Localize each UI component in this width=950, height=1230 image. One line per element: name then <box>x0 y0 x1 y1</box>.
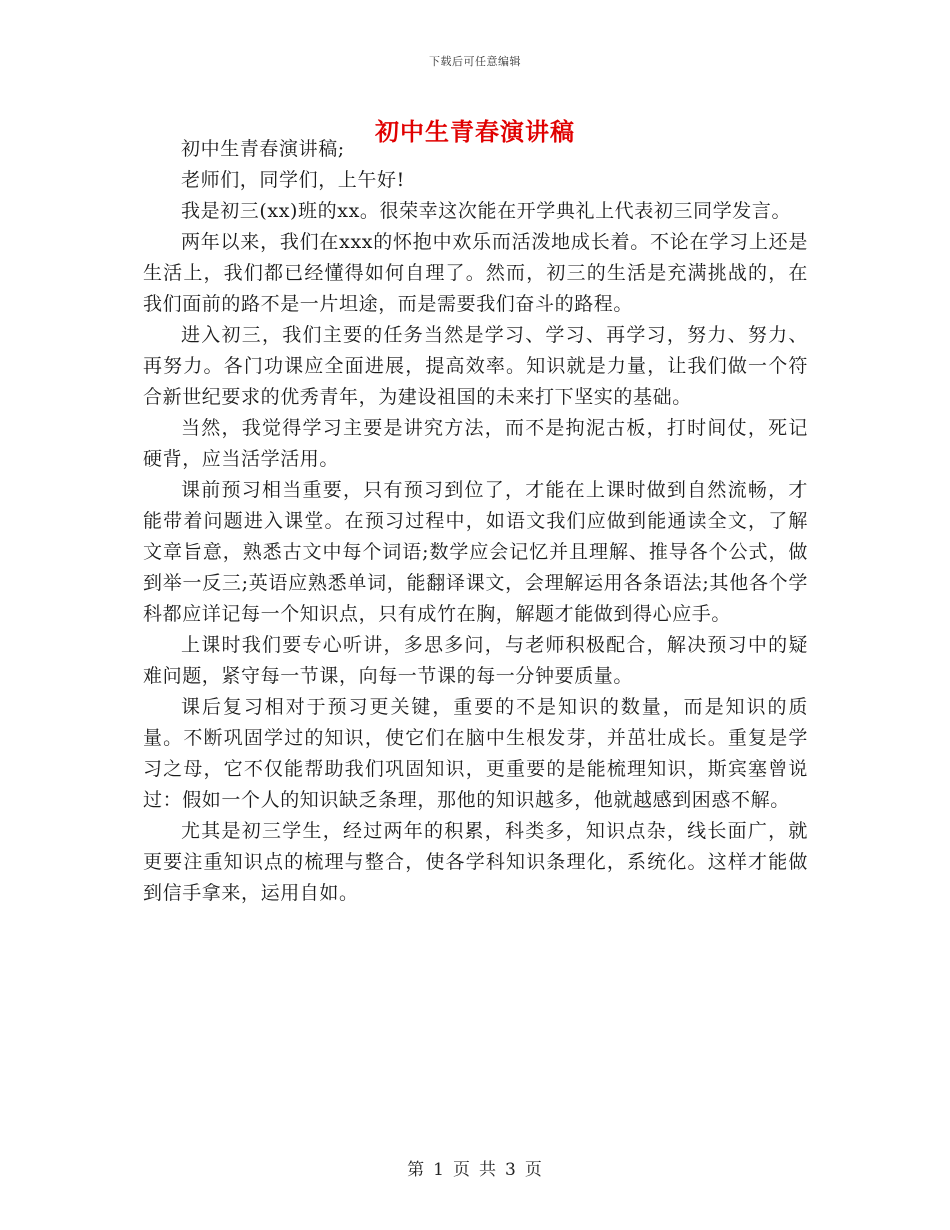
paragraph: 老师们，同学们，上午好! <box>181 169 405 191</box>
document-body <box>143 134 808 909</box>
paragraph: 课后复习相对于预习更关键，重要的不是知识的数量，而是知识的质量。不断巩固学过的知识，使它们在脑中生根发芽，并茁壮成长。重复是学习之母，它不仅能帮助我们巩固知识，更重要的是能梳理知识，斯宾塞曾说过：假如一个人的知识缺乏条理，那他的知识越多，他就越感到困惑不解。 <box>143 696 808 811</box>
page-mid: 页 <box>453 1160 471 1180</box>
page-prefix: 第 <box>407 1160 426 1180</box>
page-total-prefix: 共 <box>479 1160 497 1180</box>
paragraph: 课前预习相当重要，只有预习到位了，才能在上课时做到自然流畅，才能带着问题进入课堂。在预习过程中，如语文我们应做到能通读全文，了解文章旨意，熟悉古文中每个词语;数学应会记忆并且理解、推导各个公式，做到举一反三;英语应熟悉单词，能翻译课文，会理解运用各条语法;其他各个学科都应详记每一个知识点，只有成竹在胸，解题才能做到得心应手。 <box>143 479 808 625</box>
paragraph: 尤其是初三学生，经过两年的积累，科类多，知识点杂，线长面广，就更要注重知识点的梳理与整合，使各学科知识条理化，系统化。这样才能做到信手拿来，运用自如。 <box>143 820 808 904</box>
paragraph: 两年以来，我们在xxx的怀抱中欢乐而活泼地成长着。不论在学习上还是生活上，我们都已经懂得如何自理了。然而，初三的生活是充满挑战的，在我们面前的路不是一片坦途，而是需要我们奋斗的路程。 <box>143 231 808 315</box>
paragraph: 进入初三，我们主要的任务当然是学习、学习、再学习，努力、努力、再努力。各门功课应全面进展，提高效率。知识就是力量，让我们做一个符合新世纪要求的优秀青年，为建设祖国的未来打下坚实的基础。 <box>143 324 808 408</box>
header-note: 下载后可任意编辑 <box>429 55 521 68</box>
paragraph: 上课时我们要专心听讲，多思多问，与老师积极配合，解决预习中的疑难问题，紧守每一节课，向每一节课的每一分钟要质量。 <box>143 634 808 687</box>
document-title: 初中生青春演讲稿 <box>375 117 575 146</box>
paragraph: 当然，我觉得学习主要是讲究方法，而不是拘泥古板，打时间仗，死记硬背，应当活学活用。 <box>143 417 808 470</box>
page-number-footer <box>0 1155 950 1180</box>
page-current: 1 <box>433 1160 445 1180</box>
paragraph: 初中生青春演讲稿; <box>181 138 345 160</box>
paragraph: 我是初三(xx)班的xx。很荣幸这次能在开学典礼上代表初三同学发言。 <box>181 200 792 222</box>
page-total: 3 <box>505 1160 517 1180</box>
page-suffix: 页 <box>524 1160 543 1180</box>
